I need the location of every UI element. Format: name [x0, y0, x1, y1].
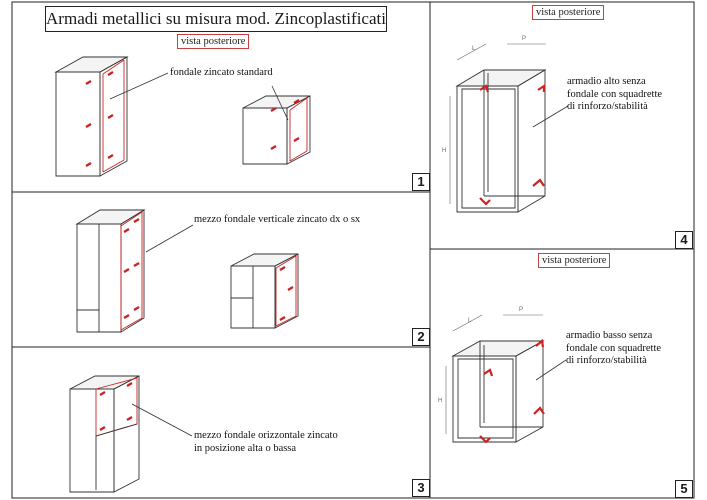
panel-5-note	[566, 330, 661, 368]
page-title: Armadi metallici su misura mod. Zincoplastificati	[45, 6, 387, 32]
panel-2-number: 2	[412, 328, 430, 346]
dim-label-h: H	[438, 398, 443, 404]
panel-5-note-line-2: fondale con squadrette	[566, 342, 662, 354]
panel-3-number: 3	[412, 479, 430, 497]
panel-5-note-line-3: di rinforzo/stabilità	[566, 355, 647, 366]
panel-4-note	[567, 76, 662, 114]
panel-1-number: 1	[412, 173, 430, 191]
dim-label-p: P	[519, 307, 524, 313]
panel-3-note	[194, 430, 338, 455]
panel-3-note-line-1: mezzo fondale orizzontale zincato	[194, 430, 338, 441]
panel-2-note-line-1: mezzo fondale verticale zincato dx o sx	[194, 214, 361, 225]
panel-4-note-line-2: fondale con squadrette	[567, 88, 663, 100]
dim-label-h: H	[442, 148, 447, 154]
panel-1-view-tag: vista posteriore	[177, 34, 249, 49]
panel-2-note	[194, 214, 360, 227]
dim-label-l: L	[472, 46, 476, 52]
low-open-frame	[453, 341, 543, 442]
panel-4-note-line-1: armadio alto senza	[567, 76, 646, 87]
dim-label-p: P	[522, 36, 527, 42]
panel-4-view-tag: vista posteriore	[532, 5, 604, 20]
panel-1-note	[170, 67, 273, 80]
panel-5-view-tag: vista posteriore	[538, 253, 610, 268]
panel-1-note-line-1: fondale zincato standard	[170, 67, 273, 78]
panel-5-number: 5	[675, 480, 693, 498]
panel-4-note-line-3: di rinforzo/stabilità	[567, 101, 648, 112]
panel-4-number: 4	[675, 231, 693, 249]
panel-5-note-line-1: armadio basso senza	[566, 330, 653, 341]
dim-label-l: L	[468, 318, 472, 324]
panel-3-note-line-2: in posizione alta o bassa	[194, 442, 297, 454]
